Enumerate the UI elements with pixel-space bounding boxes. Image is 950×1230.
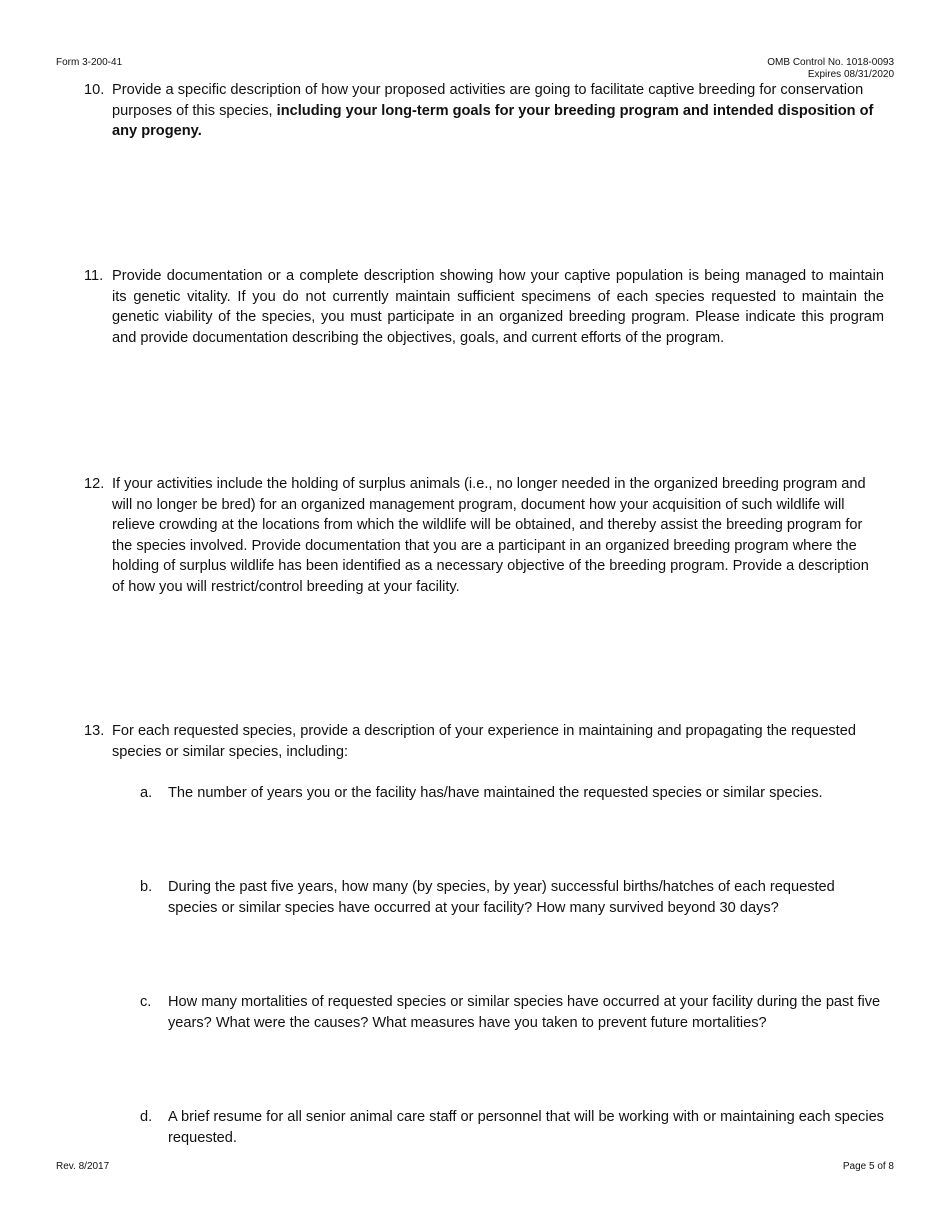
subitem-b xyxy=(140,877,885,918)
subitem-a xyxy=(140,783,885,804)
subitem-text: The number of years you or the facility has/have maintained the requested species or similar species. xyxy=(168,785,823,801)
question-number: 10. xyxy=(84,82,105,98)
question-11 xyxy=(84,266,884,348)
subitem-text: During the past five years, how many (by species, by year) successful births/hatches of each requested species or similar species have occurred at your facility? How many survived beyond 30 days? xyxy=(168,879,835,916)
question-12 xyxy=(84,474,884,597)
subitem-d xyxy=(140,1107,885,1148)
question-text: For each requested species, provide a description of your experience in maintaining and propagating the requested species or similar species, including: xyxy=(112,723,856,760)
omb-control-number: OMB Control No. 1018-0093 xyxy=(767,57,894,68)
question-13 xyxy=(84,721,884,762)
question-text: If your activities include the holding of surplus animals (i.e., no longer needed in the organized breeding program and will no longer be bred) for an organized management program, document how your acquisition of such wildlife will relieve crowding at the locations from which the wildlife will be obtained, and thereby assist the breeding program for the species involved. Provide documentation that you are a participant in an organized breeding program where the holding of surplus wildlife has been identified as a necessary objective of the breeding program. Provide a description of how you will restrict/control breeding at your facility. xyxy=(112,476,869,595)
question-number: 12. xyxy=(84,476,105,492)
page-number: Page 5 of 8 xyxy=(842,1161,894,1172)
question-text-bold: including your long-term goals for your breeding program and intended disposition of any progeny. xyxy=(112,102,874,139)
form-number: Form 3-200-41 xyxy=(56,57,123,68)
question-number: 11. xyxy=(84,268,104,284)
question-text: Provide documentation or a complete description showing how your captive population is being managed to maintain its genetic vitality. If you do not currently maintain sufficient specimens of each species requested to maintain the genetic viability of the species, you must participate in an organized breeding program. Please indicate this program and provide documentation describing the objectives, goals, and current efforts of the program. xyxy=(112,268,884,346)
subitem-text: How many mortalities of requested species or similar species have occurred at your facility during the past five years? What were the causes? What measures have you taken to prevent future mortalities? xyxy=(168,994,881,1031)
omb-info xyxy=(767,57,894,81)
subitem-letter: a. xyxy=(140,785,153,801)
question-number: 13. xyxy=(84,723,105,739)
subitem-letter: d. xyxy=(140,1109,153,1125)
subitem-letter: c. xyxy=(140,994,152,1010)
question-text-regular: Provide a specific description of how your proposed activities are going to facilitate captive breeding for conservation purposes of this species, xyxy=(112,82,864,119)
question-10 xyxy=(84,80,884,142)
expiration-date: Expires 08/31/2020 xyxy=(807,69,894,80)
revision-date: Rev. 8/2017 xyxy=(56,1161,110,1172)
subitem-c xyxy=(140,992,885,1033)
subitem-letter: b. xyxy=(140,879,153,895)
question-text xyxy=(112,80,884,142)
subitem-text: A brief resume for all senior animal care staff or personnel that will be working with or maintaining each species requested. xyxy=(168,1109,884,1146)
